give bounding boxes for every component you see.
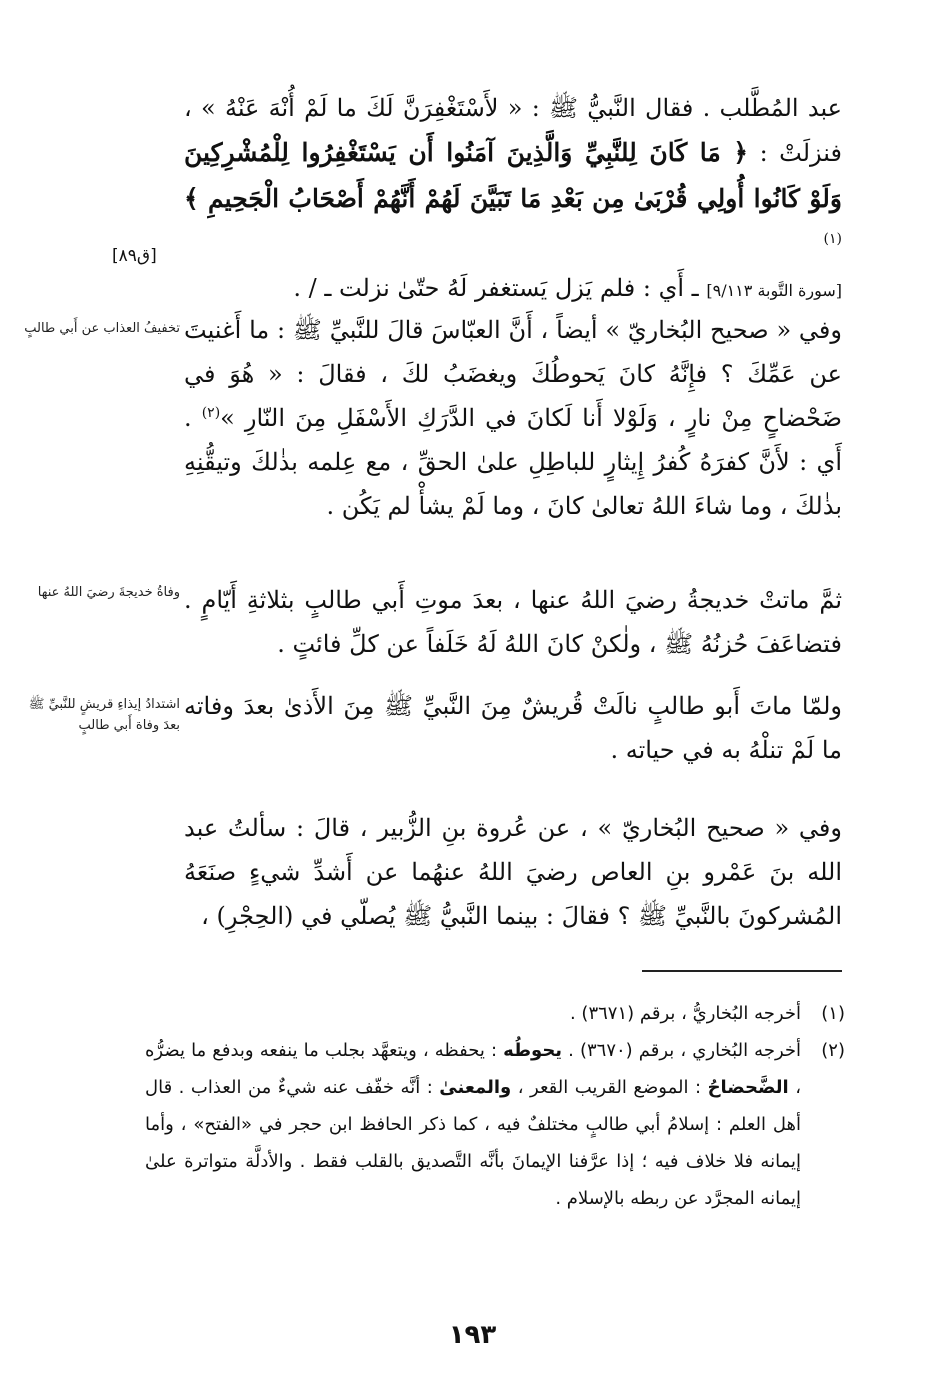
paragraph-1 <box>184 86 842 313</box>
footnote-2-term-2: الضَّحضاحُ <box>707 1077 789 1098</box>
footnote-ref-2: (٢) <box>201 405 221 421</box>
footnote-ref-1: (١) <box>823 231 842 247</box>
paragraph-2-part-a: وفي « صحيح البُخاريّ » أيضاً ، أَنَّ العبّاسَ قالَ للنَّبيِّ ﷺ : ما أَغنيتَ عن عَمِّكَ ؟ فإِنَّهُ كانَ يَحوطُكَ ويغضَبُ لكَ ، فقالَ : « هُوَ في ضَحْضاحٍ مِنْ نارٍ ، وَلَوْلا أَنا لَكانَ في الدَّرَكِ الأَسْفَلِ مِنَ النّارِ » <box>184 316 843 432</box>
paragraph-1-tail: ـ أَي : فلم يَزل يَستغفر لَهُ حتّىٰ نزلت ـ / . <box>293 274 699 302</box>
page-number: ١٩٣ <box>448 1320 497 1350</box>
paragraph-1-intro: عبد المُطَّلب . فقال النَّبيُّ ﷺ : « لأَسْتَغْفِرَنَّ لَكَ ما لَمْ أُنْهَ عَنْهُ » ، فنزلَتْ : <box>184 94 842 167</box>
footnote-2 <box>145 1032 845 1217</box>
footnote-separator <box>642 970 842 972</box>
paragraph-2-part-b: . أَي : لأَنَّ كفرَهُ كُفرُ إِيثارٍ للباطِلِ علىٰ الحقِّ ، مع عِلمه بذٰلكَ وتيقُّنِهِ بذٰلكَ ، وما شاءَ اللهُ تعالىٰ كانَ ، وما لَمْ يشأْ لم يَكُن . <box>184 404 842 520</box>
footnote-1-number: (١) <box>821 1003 845 1024</box>
margin-note-1: تخفيفُ العذاب عن أَبي طالبٍ <box>24 321 180 336</box>
margin-note-2: وفاةُ خديجةَ رضيَ اللهُ عنها <box>37 585 180 600</box>
paragraph-5-text: وفي « صحيح البُخاريّ » ، عن عُروة بنِ الزُّبير ، قالَ : سألتُ عبد الله بنَ عَمْرو بنِ العاص رضيَ اللهُ عنهُما عن أَشدِّ شيءٍ صنَعَهُ المُشركونَ بالنَّبيِّ ﷺ ؟ فقالَ : بينما النَّبيُّ ﷺ يُصلّي في (الحِجْرِ) ، <box>184 814 842 930</box>
quran-verse: ﴿ مَا كَانَ لِلنَّبِيِّ وَالَّذِينَ آمَنُوا أَن يَسْتَغْفِرُوا لِلْمُشْرِكِينَ وَلَوْ كَانُوا أُولِي قُرْبَىٰ مِن بَعْدِ مَا تَبَيَّنَ لَهُمْ أَنَّهُمْ أَصْحَابُ الْجَحِيمِ ﴾ <box>184 138 842 213</box>
footnote-2-gloss-1: : يحفظه ، ويتعهَّد بجلب ما ينفعه وبدفع ما يضرُّه ، <box>145 1040 802 1098</box>
paragraph-3 <box>184 578 842 666</box>
footnote-2-number: (٢) <box>821 1040 845 1061</box>
footnote-2-source: أخرجه البُخاري ، برقم (٣٦٧٠) . <box>568 1040 802 1061</box>
paragraph-2 <box>184 308 842 528</box>
paragraph-4-text: ولمّا ماتَ أَبو طالبٍ نالَتْ قُريشٌ مِنَ النَّبيِّ ﷺ مِنَ الأَذىٰ بعدَ وفاته ما لَمْ تنلْهُ به في حياته . <box>184 692 842 764</box>
footnote-1 <box>145 995 845 1032</box>
footnote-2-body <box>145 1032 801 1217</box>
footnote-2-term-3: والمعنىٰ <box>439 1077 512 1098</box>
footnotes <box>145 995 845 1217</box>
footnote-2-gloss-3: : أنَّه خفّف عنه شيءٌ من العذاب . قال أهل العلم : إسلامُ أبي طالبٍ مختلفٌ فيه ، كما ذكر الحافظ ابن حجر في «الفتح» ، وأما إيمانه فلا خلاف فيه ؛ إذا عرَّفنا الإيمانَ بأنَّه التَّصديق بالقلب فقط . والأدلَّة متواترة علىٰ إيمانه المجرَّد عن ربطه بالإسلام . <box>145 1077 801 1209</box>
footnote-2-gloss-2: : الموضع القريب القعر ، <box>517 1077 702 1098</box>
paragraph-5 <box>184 806 842 938</box>
footnote-2-term-1: يحوطُه <box>503 1040 563 1061</box>
quran-reference: [سورة التَّوبة ٩/١١٣] <box>706 281 842 300</box>
paragraph-4 <box>184 684 842 772</box>
paragraph-3-text: ثمَّ ماتتْ خديجةُ رضيَ اللهُ عنها ، بعدَ موتِ أَبي طالبٍ بثلاثةِ أَيّامٍ . فتضاعَفَ حُزنُهُ ﷺ ، ولٰكنْ كانَ اللهُ لَهُ خَلَفاً عن كلِّ فائتٍ . <box>184 586 842 658</box>
footnote-1-text: أخرجه البُخاريُّ ، برقم (٣٦٧١) . <box>569 1003 801 1024</box>
manuscript-folio-marker: [ق٨٩] <box>112 246 157 266</box>
margin-note-3: اشتدادُ إيذاءِ قريشٍ للنَّبيِّ ﷺ بعدَ وفاة أَبي طالبٍ <box>28 697 180 733</box>
